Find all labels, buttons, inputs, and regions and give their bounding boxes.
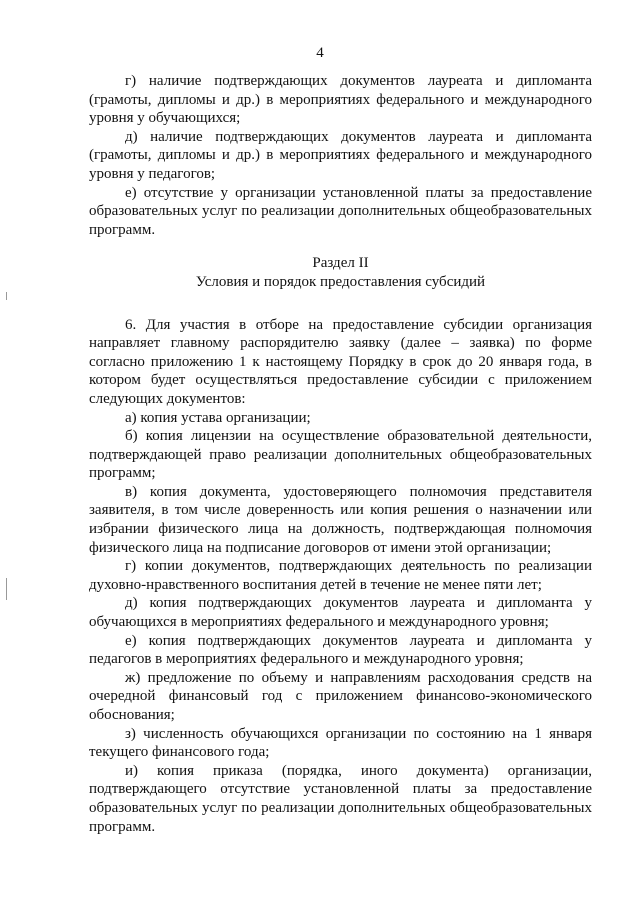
paragraph-z: з) численность обучающихся организации по состоянию на 1 января текущего финансового года; — [89, 725, 592, 761]
paragraph-d-top: д) наличие подтверждающих документов лауреата и дипломанта (грамоты, дипломы и др.) в мероприятиях федерального и международного уровня у педагогов; — [89, 128, 592, 182]
section-number: Раздел II — [312, 255, 369, 272]
paragraph-zh: ж) предложение по объему и направлениям расходования средств на очередной финансовый год с приложением финансово-экономического обоснования; — [89, 669, 592, 723]
section-heading — [89, 254, 592, 291]
paragraph-e-top: е) отсутствие у организации установленной платы за предоставление образовательных услуг по реализации дополнительных общеобразовательных программ. — [89, 184, 592, 238]
paragraph-b: б) копия лицензии на осуществление образовательной деятельности, подтверждающей право реализации дополнительных общеобразовательных программ; — [89, 428, 592, 482]
paragraph-a: а) копия устава организации; — [125, 409, 311, 426]
margin-mark-bottom — [6, 578, 7, 600]
paragraph-g: г) копии документов, подтверждающих деятельность по реализации духовно-нравственного воспитания детей в течение не менее пяти лет; — [89, 558, 592, 593]
document-body — [89, 72, 592, 836]
paragraph-e: е) копия подтверждающих документов лауреата и дипломанта у педагогов в мероприятиях федерального и международного уровня; — [89, 632, 592, 668]
paragraph-g-top: г) наличие подтверждающих документов лауреата и дипломанта (грамоты, дипломы и др.) в мероприятиях федерального и международного уровня у обучающихся; — [89, 73, 592, 127]
page-number: 4 — [316, 45, 324, 61]
paragraph-i: и) копия приказа (порядка, иного документа) организации, подтверждающего отсутствие установленной платы за предоставление образовательных услуг по реализации дополнительных общеобразовательных программ. — [89, 762, 592, 835]
paragraph-6: 6. Для участия в отборе на предоставление субсидии организация направляет главному распорядителю заявку (далее – заявка) по форме согласно приложению 1 к настоящему Порядку в срок до 20 января года, в котором будет осуществляться предоставление субсидии с приложением следующих документов: — [89, 316, 592, 407]
paragraph-d: д) копия подтверждающих документов лауреата и дипломанта у обучающихся в мероприятиях федерального и международного уровня; — [89, 595, 592, 631]
margin-mark-top — [6, 292, 7, 300]
section-title: Условия и порядок предоставления субсидий — [195, 273, 486, 290]
paragraph-v: в) копия документа, удостоверяющего полномочия представителя заявителя, в том числе доверенность или копия решения о назначении или избрании физического лица на должность, подтверждающая полномочия физического лица на подписание договоров от имени этой организации; — [89, 483, 592, 556]
